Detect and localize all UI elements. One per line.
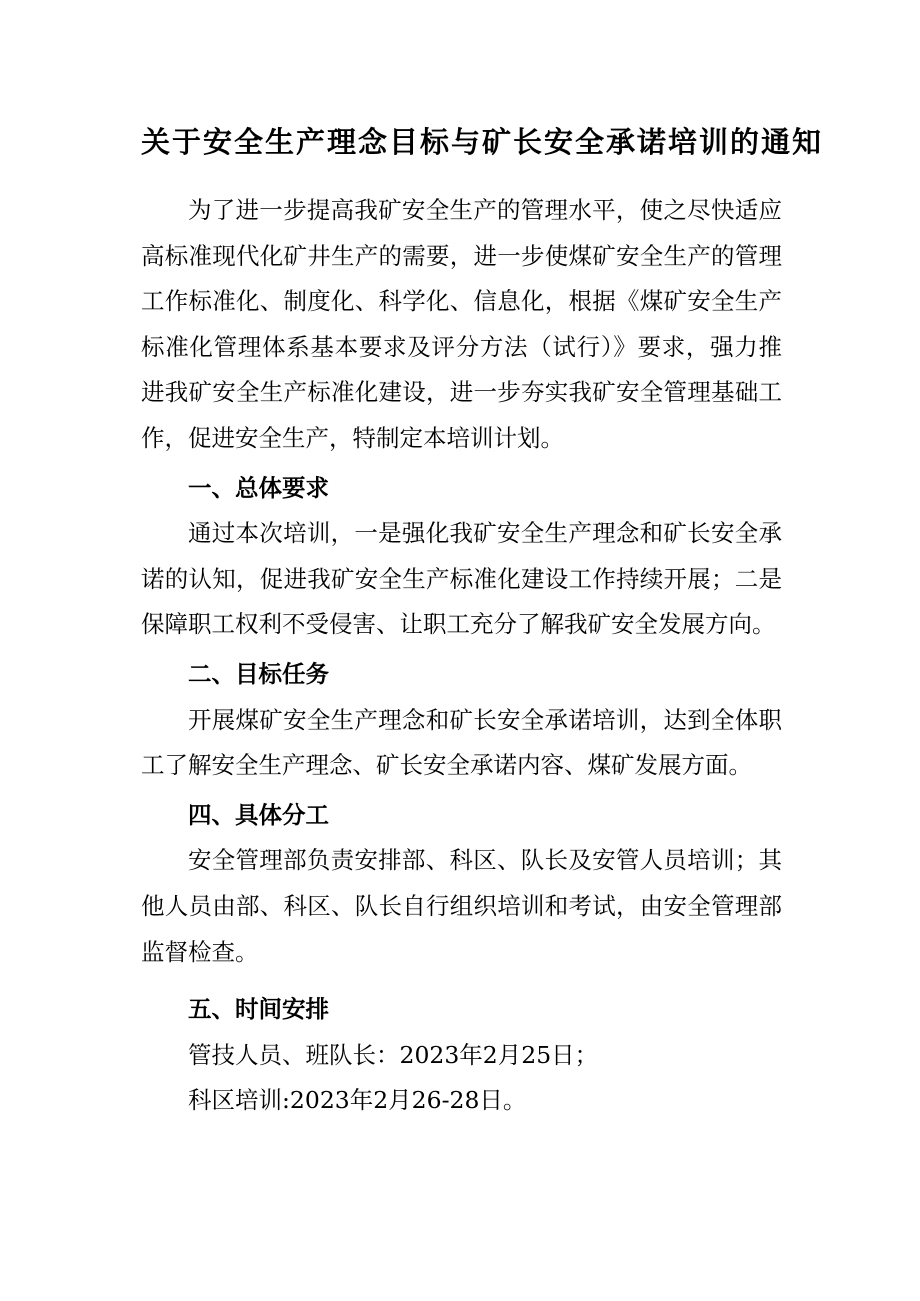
section-division-of-work — [141, 793, 782, 975]
section-heading: 五、时间安排 — [188, 995, 329, 1024]
section-schedule — [141, 987, 782, 1124]
section-heading: 一、总体要求 — [188, 473, 329, 502]
intro-paragraph: 为了进一步提高我矿安全生产的管理水平，使之尽快适应高标准现代化矿井生产的需要，进一步使煤矿安全生产的管理工作标准化、制度化、科学化、信息化，根据《煤矿安全生产标准化管理体系基本要求及评分方法（试行）》要求，强力推进我矿安全生产标准化建设，进一步夯实我矿安全管理基础工作，促进安全生产，特制定本培训计划。 — [141, 196, 782, 452]
document-title: 关于安全生产理念目标与矿长安全承诺培训的通知 — [141, 125, 824, 159]
section-paragraph: 安全管理部负责安排部、科区、队长及安管人员培训；其他人员由部、科区、队长自行组织培训和考试，由安全管理部监督检查。 — [141, 846, 782, 966]
section-heading: 二、目标任务 — [188, 659, 329, 688]
schedule-item: 科区培训:2023年2月26-28日。 — [188, 1086, 527, 1115]
schedule-item: 管技人员、班队长：2023年2月25日； — [188, 1040, 599, 1069]
section-paragraph: 开展煤矿安全生产理念和矿长安全承诺培训，达到全体职工了解安全生产理念、矿长安全承诺内容、煤矿发展方面。 — [141, 705, 782, 780]
section-general-requirements — [141, 466, 782, 648]
section-heading: 四、具体分工 — [188, 800, 329, 829]
section-paragraph: 通过本次培训，一是强化我矿安全生产理念和矿长安全承诺的认知，促进我矿安全生产标准化建设工作持续开展；二是保障职工权利不受侵害、让职工充分了解我矿安全发展方向。 — [141, 519, 782, 639]
section-target-tasks — [141, 652, 782, 789]
